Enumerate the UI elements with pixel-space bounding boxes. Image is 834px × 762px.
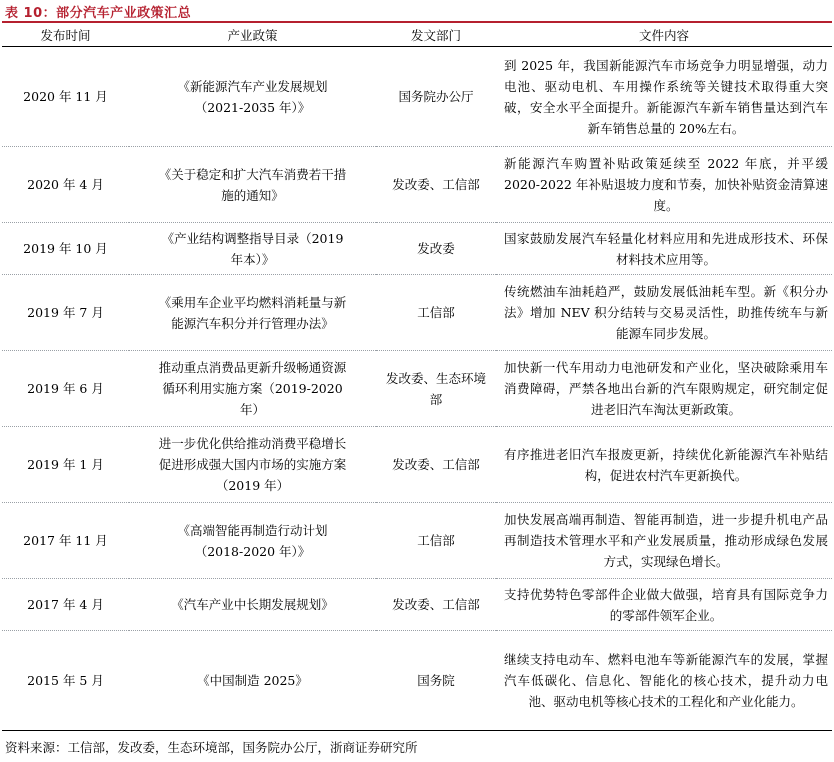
table-title: 表 10：部分汽车产业政策汇总 (5, 6, 192, 21)
table-row (2, 427, 832, 503)
table-row (2, 275, 832, 351)
row-department: 国务院办公厅 (376, 47, 496, 147)
column-header-content: 文件内容 (496, 24, 832, 47)
column-header-department: 发文部门 (376, 24, 496, 47)
row-policy: 《新能源汽车产业发展规划（2021-2035 年）》 (129, 47, 376, 147)
table-row (2, 223, 832, 275)
row-department: 工信部 (376, 275, 496, 351)
row-department: 发改委、工信部 (376, 427, 496, 503)
table-row (2, 631, 832, 731)
row-department: 发改委、生态环境部 (376, 351, 496, 427)
row-date: 2020 年 11 月 (2, 47, 129, 147)
row-policy: 《乘用车企业平均燃料消耗量与新能源汽车积分并行管理办法》 (129, 275, 376, 351)
row-department: 发改委 (376, 223, 496, 275)
row-date: 2019 年 1 月 (2, 427, 129, 503)
title-divider (2, 21, 832, 23)
row-content: 传统燃油车油耗趋严，鼓励发展低油耗车型。新《积分办法》增加 NEV 积分结转与交易灵活性，助推传统车与新能源车同步发展。 (496, 275, 832, 351)
row-department: 工信部 (376, 503, 496, 579)
row-date: 2017 年 11 月 (2, 503, 129, 579)
row-date: 2019 年 10 月 (2, 223, 129, 275)
column-header-policy: 产业政策 (129, 24, 376, 47)
row-content: 有序推进老旧汽车报废更新，持续优化新能源汽车补贴结构，促进农村汽车更新换代。 (496, 427, 832, 503)
policy-table (2, 24, 832, 731)
table-row (2, 147, 832, 223)
row-date: 2017 年 4 月 (2, 579, 129, 631)
row-content: 继续支持电动车、燃料电池车等新能源汽车的发展，掌握汽车低碳化、信息化、智能化的核心技术，提升动力电池、驱动电机等核心技术的工程化和产业化能力。 (496, 631, 832, 731)
row-policy: 《汽车产业中长期发展规划》 (129, 579, 376, 631)
row-content: 加快新一代车用动力电池研发和产业化，坚决破除乘用车消费障碍，严禁各地出台新的汽车限购规定，研究制定促进老旧汽车淘汰更新政策。 (496, 351, 832, 427)
row-department: 发改委、工信部 (376, 147, 496, 223)
row-policy: 《产业结构调整指导目录（2019 年本）》 (129, 223, 376, 275)
row-content: 加快发展高端再制造、智能再制造，进一步提升机电产品再制造技术管理水平和产业发展质量，推动形成绿色发展方式，实现绿色增长。 (496, 503, 832, 579)
row-policy: 《关于稳定和扩大汽车消费若干措施的通知》 (129, 147, 376, 223)
row-date: 2020 年 4 月 (2, 147, 129, 223)
row-date: 2019 年 6 月 (2, 351, 129, 427)
row-content: 新能源汽车购置补贴政策延续至 2022 年底，并平缓 2020-2022 年补贴退坡力度和节奏，加快补贴资金清算速度。 (496, 147, 832, 223)
column-header-date: 发布时间 (2, 24, 129, 47)
table-row (2, 47, 832, 147)
row-policy: 《中国制造 2025》 (129, 631, 376, 731)
header-row (2, 24, 832, 47)
row-department: 国务院 (376, 631, 496, 731)
row-date: 2019 年 7 月 (2, 275, 129, 351)
table-row (2, 579, 832, 631)
row-content: 国家鼓励发展汽车轻量化材料应用和先进成形技术、环保材料技术应用等。 (496, 223, 832, 275)
row-department: 发改委、工信部 (376, 579, 496, 631)
row-content: 到 2025 年，我国新能源汽车市场竞争力明显增强，动力电池、驱动电机、车用操作系统等关键技术取得重大突破，安全水平全面提升。新能源汽车新车销售量达到汽车新车销售总量的 20%左右。 (496, 47, 832, 147)
row-policy: 《高端智能再制造行动计划（2018-2020 年）》 (129, 503, 376, 579)
table-row (2, 351, 832, 427)
source-note: 资料来源：工信部，发改委，生态环境部，国务院办公厅，浙商证券研究所 (5, 740, 418, 755)
row-date: 2015 年 5 月 (2, 631, 129, 731)
row-policy: 推动重点消费品更新升级畅通资源循环利用实施方案（2019-2020 年） (129, 351, 376, 427)
row-policy: 进一步优化供给推动消费平稳增长促进形成强大国内市场的实施方案（2019 年） (129, 427, 376, 503)
table-row (2, 503, 832, 579)
row-content: 支持优势特色零部件企业做大做强，培育具有国际竞争力的零部件领军企业。 (496, 579, 832, 631)
